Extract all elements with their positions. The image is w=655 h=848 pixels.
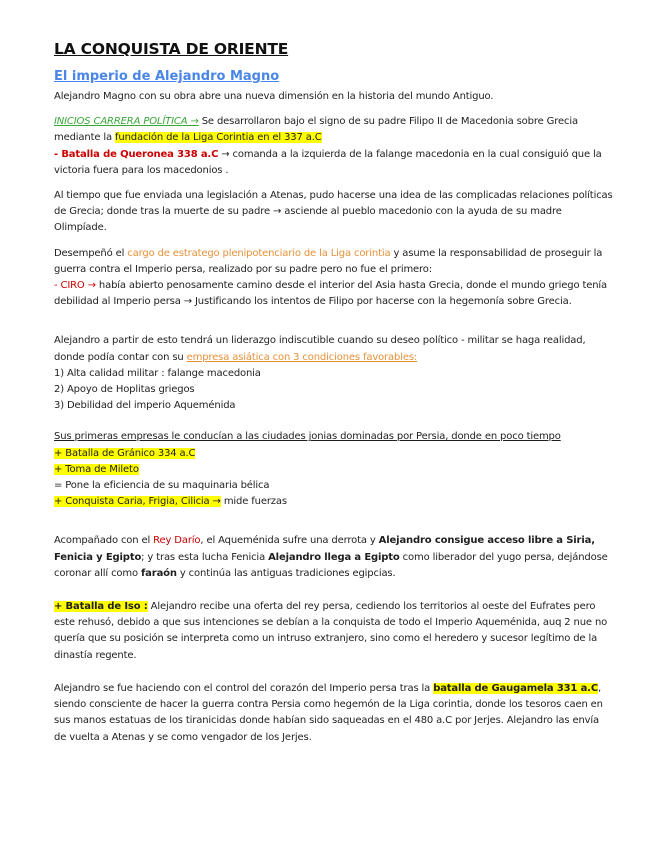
egipto-text: como liberador del yugo persa, dejándose coronar allí como: [54, 551, 608, 579]
list-item: 2) Apoyo de Hoplitas griegos: [54, 384, 195, 396]
inicios-paragraph: [54, 114, 614, 179]
inicios-label: INICIOS CARRERA POLÍTICA →: [54, 116, 199, 128]
list-item: [54, 494, 614, 510]
llega-egipto: Alejandro llega a Egipto: [268, 551, 400, 563]
list-item: [54, 462, 614, 478]
section-subtitle: El imperio de Alejandro Magno: [54, 69, 280, 84]
gaugamela-text: , siendo consciente de hacer la guerra contra Persia como hegemón de la Liga corintia, donde los tesoros caen en sus manos estatuas de los tiranicidas donde habían sido saqueadas en el 480 a.C por Jerjes. Alejandro las envía de vuelta a Atenas y se como vengador de los Jerjes.: [54, 682, 603, 743]
ciro-text: había abierto penosamente camino desde el interior del Asia hasta Grecia, donde el mundo griego tenía debilidad al Imperio persa → Justificando los intentos de Filipo por hacerse con la hegemonía sobre Grecia.: [54, 280, 608, 308]
gaugamela-paragraph: [54, 681, 614, 746]
egipto-text: ; y tras esta lucha Fenicia: [141, 551, 269, 563]
liderazgo-paragraph: [54, 333, 614, 365]
estratego-pre: Desempeñó el: [54, 247, 128, 259]
ciro-label: - CIRO →: [54, 280, 96, 292]
queronea-text: → comanda a la izquierda de la falange macedonia en la cual consiguió que la victoria fuera para los macedonios .: [54, 148, 602, 176]
conquista-item: + Conquista Caria, Frigia, Cilicia →: [54, 496, 221, 508]
empresa-asiatica: empresa asiática con 3 condiciones favorables:: [186, 351, 418, 363]
faraon: faraón: [140, 567, 177, 579]
page-title: LA CONQUISTA DE ORIENTE: [54, 40, 289, 58]
list-item: [54, 446, 614, 462]
estratego-post: y asume la responsabilidad de proseguir la guerra contra el Imperio persa, realizado por su padre pero no fue el primero:: [54, 247, 603, 275]
list-item: = Pone la eficiencia de su maquinaria bélica: [54, 480, 270, 492]
egipto-text: y continúa las antiguas tradiciones egipcias.: [176, 567, 396, 579]
liga-corintia-highlight: fundación de la Liga Corintia en el 337 a.C: [115, 132, 322, 144]
document-body: [54, 89, 614, 755]
iso-paragraph: [54, 599, 614, 664]
rey-dario: Rey Darío: [153, 535, 201, 547]
empresas-heading: Sus primeras empresas le conducían a las ciudades jonias dominadas por Persia, donde en poco tiempo: [54, 431, 561, 443]
intro-paragraph: Alejandro Magno con su obra abre una nueva dimensión en la historia del mundo Antiguo.: [54, 91, 494, 102]
conquista-rest: mide fuerzas: [220, 496, 287, 508]
mileto-item: + Toma de Mileto: [54, 463, 139, 475]
legislacion-paragraph: Al tiempo que fue enviada una legislación a Atenas, pudo hacerse una idea de las complicadas relaciones políticas de Grecia; donde tras la muerte de su padre → asciende al pueblo macedonio con la ayuda de su madre Olimpíade.: [54, 190, 613, 234]
list-item: 1) Alta calidad militar : falange macedonia: [54, 367, 261, 379]
gaugamela-highlight: batalla de Gaugamela 331 a.C: [433, 682, 599, 694]
iso-text: Alejandro recibe una oferta del rey persa, cediendo los territorios al oeste del Eufrates pero este rehusó, debido a que sus intenciones se debían a la conquista de todo el Imperio Aqueménida, auq 2 nue no quería que su posición se interpreta como un intruso extranjero, sino como el heredero y sucesor legítimo de la dinastía regente.: [54, 601, 608, 661]
granico-item: + Batalla de Gránico 334 a.C: [54, 447, 196, 459]
acceso-libre: Alejandro consigue acceso libre a Siria, Fenicia y Egipto: [54, 535, 595, 563]
estratego-cargo: cargo de estratego plenipotenciario de la Liga corintia: [127, 247, 391, 259]
estratego-paragraph: [54, 246, 614, 311]
egipto-text: , el Aqueménida sufre una derrota y: [200, 535, 379, 547]
list-item: 3) Debilidad del imperio Aqueménida: [54, 400, 236, 412]
liderazgo-text: Alejandro a partir de esto tendrá un liderazgo indiscutible cuando su deseo político - militar se haga realidad, donde podía contar con su: [54, 335, 586, 363]
egipto-text: Acompañado con el: [54, 535, 154, 547]
egipto-paragraph: [54, 533, 614, 582]
queronea-label: - Batalla de Queronea 338 a.C: [54, 148, 219, 160]
inicios-text: Se desarrollaron bajo el signo de su padre Filipo II de Macedonia sobre Grecia mediante la: [54, 116, 578, 144]
gaugamela-text: Alejandro se fue haciendo con el control del corazón del Imperio persa tras la: [54, 682, 434, 694]
iso-label: + Batalla de Iso :: [54, 601, 148, 613]
